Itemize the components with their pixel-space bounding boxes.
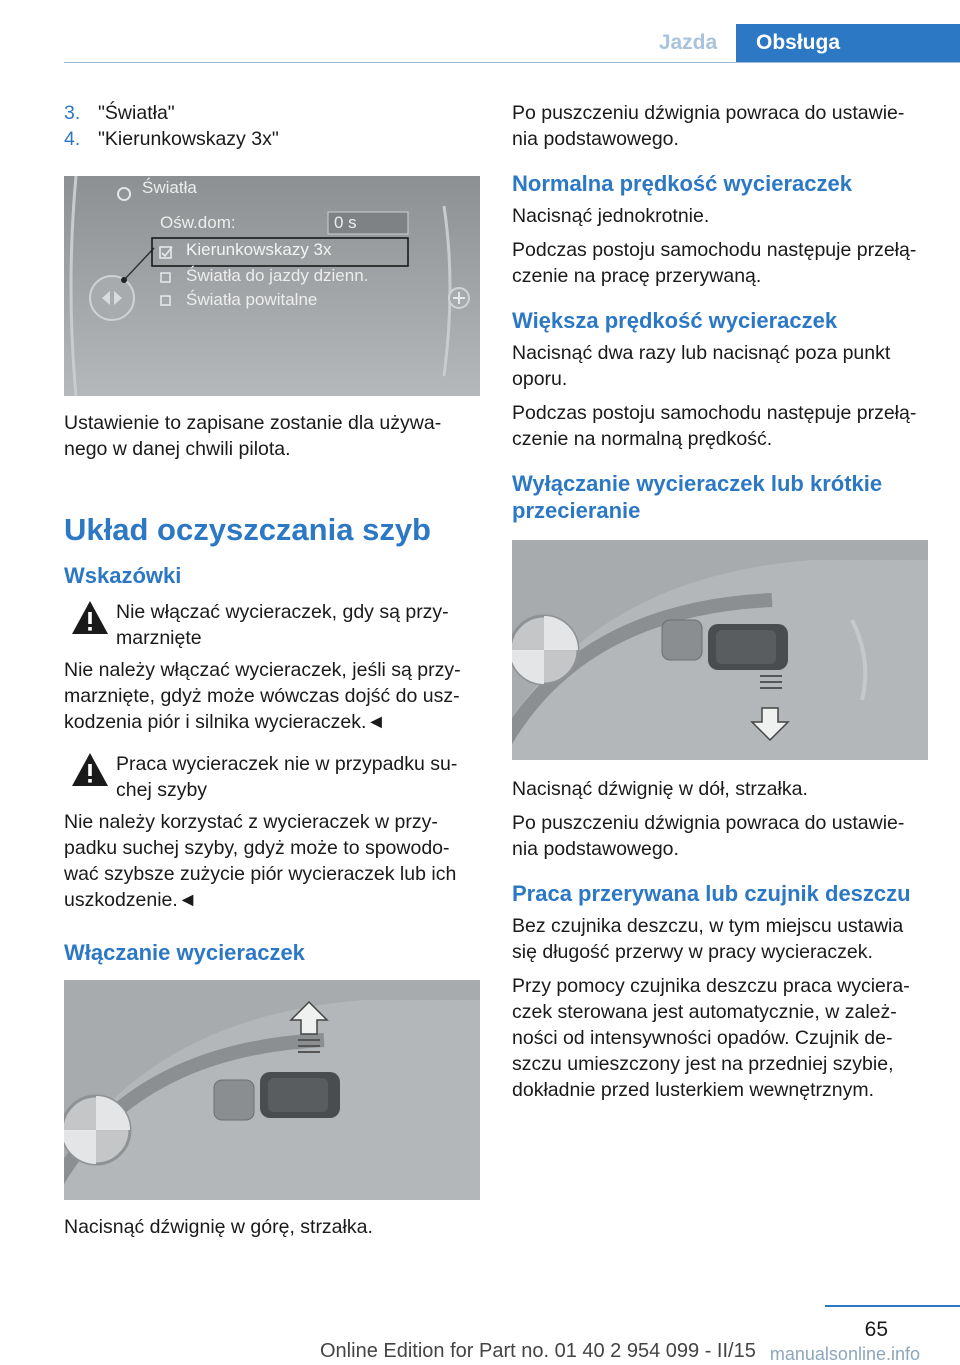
right-column (512, 100, 928, 1111)
tab-jazda[interactable]: Jazda (658, 31, 718, 54)
subheading-hints: Wskazówki (64, 563, 182, 588)
footer-rule (825, 1305, 960, 1307)
list-text: "Światła" (98, 102, 175, 124)
list-text: "Kierunkowskazy 3x" (98, 128, 279, 150)
paragraph: Po puszczeniu dźwignia powraca do ustawie-nia podstawowego. (512, 102, 905, 150)
subheading-on: Włączanie wycieraczek (64, 940, 305, 965)
list-item (64, 100, 484, 126)
paragraph: Nie należy korzystać z wycieraczek w przy-padku suchej szyby, gdyż może to spowodo-wać szybsze zużycie piór wycieraczek lub ich uszkodzenie.◄ (64, 811, 457, 911)
warning-title: Nie włączać wycieraczek, gdy są przy-marznięte (116, 601, 449, 649)
watermark[interactable]: manualsonline.info (769, 1344, 920, 1364)
paragraph: Po puszczeniu dźwignia powraca do ustawie-nia podstawowego. (512, 812, 905, 860)
wiper-lever-up-photo (64, 980, 480, 1200)
header-divider (64, 62, 960, 63)
screen-option: Światła do jazdy dzienn. (186, 266, 369, 285)
subheading-fast-speed: Większa prędkość wycieraczek (512, 308, 838, 333)
idrive-screen-photo (64, 176, 480, 396)
subheading-interval: Praca przerywana lub czujnik deszczu (512, 881, 911, 906)
tab-obsluga[interactable]: Obsługa (736, 24, 960, 62)
warning-triangle-icon (64, 751, 116, 789)
warning-triangle-icon (64, 599, 116, 637)
subheading-off: Wyłączanie wycieraczek lub krótkie przecieranie (512, 471, 883, 523)
page-number: 65 (864, 1318, 888, 1341)
warning-block (64, 599, 484, 651)
paragraph: Bez czujnika deszczu, w tym miejscu ustawia się długość przerwy w pracy wycieraczek. (512, 915, 904, 963)
screen-title: Światła (142, 178, 197, 197)
screen-option: Światła powitalne (186, 290, 318, 309)
paragraph: Nacisnąć dwa razy lub nacisnąć poza punkt oporu. (512, 342, 891, 390)
list-item (64, 126, 484, 152)
screen-row-value: 0 s (334, 213, 357, 232)
paragraph: Podczas postoju samochodu następuje przełą-czenie na pracę przerywaną. (512, 239, 917, 287)
caption: Nacisnąć dźwignię w dół, strzałka. (512, 778, 808, 800)
left-column (64, 100, 484, 1248)
list-number: 4. (64, 128, 81, 150)
online-edition-note: Online Edition for Part no. 01 40 2 954 099 - II/15 (320, 1340, 756, 1362)
paragraph: Podczas postoju samochodu następuje przełą-czenie na normalną prędkość. (512, 402, 917, 450)
paragraph: Ustawienie to zapisane zostanie dla używa-nego w danej chwili pilota. (64, 412, 442, 460)
paragraph: Przy pomocy czujnika deszczu praca wyciera-czek sterowana jest automatycznie, w zależ-ności od intensywności opadów. Czujnik de-szczu umieszczony jest na przedniej szybie, dokładnie przed lusterkiem wewnętrznym. (512, 975, 910, 1101)
section-heading: Układ oczyszczania szyb (64, 512, 431, 547)
wiper-lever-down-photo (512, 540, 928, 760)
caption: Nacisnąć dźwignię w górę, strzałka. (64, 1216, 373, 1238)
warning-block (64, 751, 484, 803)
subheading-normal-speed: Normalna prędkość wycieraczek (512, 171, 852, 196)
list-number: 3. (64, 102, 81, 124)
paragraph: Nie należy włączać wycieraczek, jeśli są przy-marznięte, gdyż może wówczas dojść do usz-kodzenia piór i silnika wycieraczek.◄ (64, 659, 461, 733)
screen-row-label: Ośw.dom: (160, 213, 236, 232)
screen-option-selected: Kierunkowskazy 3x (186, 240, 332, 259)
warning-title: Praca wycieraczek nie w przypadku su-chej szyby (116, 753, 458, 801)
paragraph: Nacisnąć jednokrotnie. (512, 205, 710, 227)
